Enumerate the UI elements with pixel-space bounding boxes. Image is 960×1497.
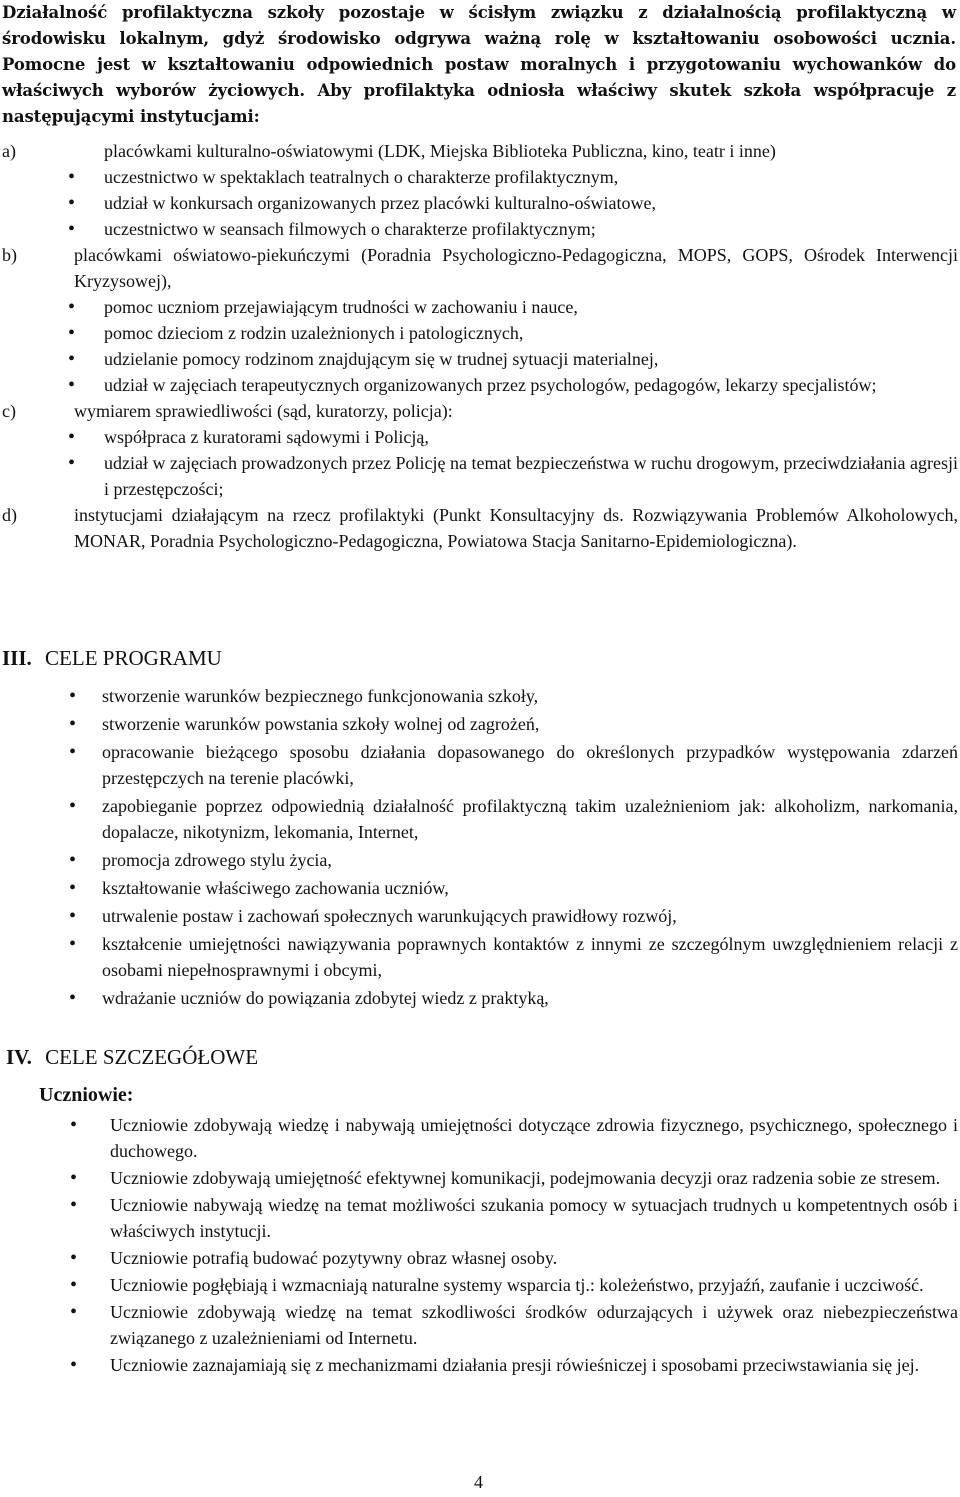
list-item: • Uczniowie pogłębiają i wzmacniają naturalne systemy wsparcia tj.: koleżeństwo, przyjaźń, zaufanie i uczciwość. (110, 1272, 958, 1298)
page-number: 4 (474, 1472, 483, 1492)
list-item: • kształtowanie właściwego zachowania uczniów, (102, 875, 958, 901)
list-item: • uczestnictwo w seansach filmowych o charakterze profilaktycznym; (104, 216, 958, 242)
list-item: • promocja zdrowego stylu życia, (102, 847, 958, 873)
list-item: • udział w zajęciach prowadzonych przez Policję na temat bezpieczeństwa w ruchu drogowym, przeciwdziałania agresji i przestępczości; (104, 450, 958, 502)
list-item: • pomoc uczniom przejawiającym trudności w zachowaniu i nauce, (104, 294, 958, 320)
section-heading-detailed-goals (6, 1043, 258, 1071)
goals-list (0, 683, 960, 1013)
institution-text: wymiarem sprawiedliwości (sąd, kuratorzy, policja): (74, 401, 453, 421)
list-item: • Uczniowie zdobywają wiedzę i nabywają umiejętności dotyczące zdrowia fizycznego, psychicznego, społecznego i duchowego. (110, 1112, 958, 1164)
list-item: • Uczniowie zdobywają wiedzę na temat szkodliwości środków odurzających i używek oraz niebezpieczeństwa związanego z uzależnieniami od Internetu. (110, 1299, 958, 1351)
institution-item (0, 138, 960, 164)
list-item: • kształcenie umiejętności nawiązywania poprawnych kontaktów z innymi ze szczególnym uwzględnieniem relacji z osobami niepełnosprawnymi i obcymi, (102, 931, 958, 983)
list-letter: a) (2, 141, 16, 161)
students-goals-list (0, 1112, 960, 1379)
institution-text: placówkami oświatowo-piekuńczymi (Poradnia Psychologiczno-Pedagogiczna, MOPS, GOPS, Ośrodek Interwencji Kryzysowej), (74, 245, 958, 291)
list-item: • Uczniowie zdobywają umiejętność efektywnej komunikacji, podejmowania decyzji oraz radzenia sobie ze stresem. (110, 1165, 958, 1191)
list-item: • stworzenie warunków powstania szkoły wolnej od zagrożeń, (102, 711, 958, 737)
list-letter: b) (2, 245, 17, 265)
list-item: • stworzenie warunków bezpiecznego funkcjonowania szkoły, (102, 683, 958, 709)
list-letter: c) (2, 401, 16, 421)
list-item: • Uczniowie potrafią budować pozytywny obraz własnej osoby. (110, 1245, 958, 1271)
section-title: CELE PROGRAMU (45, 646, 222, 670)
list-item: • pomoc dzieciom z rodzin uzależnionych i patologicznych, (104, 320, 958, 346)
institution-item (0, 502, 960, 554)
institution-text: placówkami kulturalno-oświatowymi (LDK, Miejska Biblioteka Publiczna, kino, teatr i inne) (104, 141, 776, 161)
list-item: • udział w zajęciach terapeutycznych organizowanych przez psychologów, pedagogów, lekarzy specjalistów; (104, 372, 958, 398)
students-subheading: Uczniowie: (39, 1084, 134, 1106)
list-item: • Uczniowie zaznajamiają się z mechanizmami działania presji rówieśniczej i sposobami przeciwstawiania się jej. (110, 1352, 958, 1378)
section-number: III. (2, 646, 32, 670)
section-number: IV. (6, 1045, 32, 1069)
list-item: • opracowanie bieżącego sposobu działania dopasowanego do określonych przypadków występowania zdarzeń przestępczych na terenie placówki, (102, 739, 958, 791)
list-item: • Uczniowie nabywają wiedzę na temat możliwości szukania pomocy w sytuacjach trudnych u kompetentnych osób i właściwych instytucji. (110, 1192, 958, 1244)
list-item: • wdrażanie uczniów do powiązania zdobytej wiedz z praktyką, (102, 985, 958, 1011)
list-item: • udział w konkursach organizowanych przez placówki kulturalno-oświatowe, (104, 190, 958, 216)
list-item: • współpraca z kuratorami sądowymi i Policją, (104, 424, 958, 450)
institution-text: instytucjami działającym na rzecz profilaktyki (Punkt Konsultacyjny ds. Rozwiązywania Problemów Alkoholowych, MONAR, Poradnia Psychologiczno-Pedagogiczna, Powiatowa Stacja Sanitarno-Epidemiologiczna). (74, 505, 958, 551)
list-item: • uczestnictwo w spektaklach teatralnych o charakterze profilaktycznym, (104, 164, 958, 190)
list-item: • udzielanie pomocy rodzinom znajdującym się w trudnej sytuacji materialnej, (104, 346, 958, 372)
list-item: • zapobieganie poprzez odpowiednią działalność profilaktyczną takim uzależnieniom jak: alkoholizm, narkomania, dopalacze, nikotynizm, lekomania, Internet, (102, 793, 958, 845)
section-heading-goals (2, 644, 222, 672)
institution-item (0, 398, 960, 424)
intro-paragraph: Działalność profilaktyczna szkoły pozostaje w ścisłym związku z działalnością profilaktyczną w środowisku lokalnym, gdyż środowisko odgrywa ważną rolę w kształtowaniu osobowości ucznia. Pomocne jest w kształtowaniu odpowiednich postaw moralnych i przygotowaniu wychowanków do właściwych wyborów życiowych. Aby profilaktyka odniosła właściwy skutek szkoła współpracuje z następującymi instytucjami: (2, 3, 956, 126)
list-letter: d) (2, 505, 17, 525)
section-title: CELE SZCZEGÓŁOWE (45, 1045, 259, 1069)
institution-item (0, 242, 960, 294)
list-item: • utrwalenie postaw i zachowań społecznych warunkujących prawidłowy rozwój, (102, 903, 958, 929)
institutions-list (0, 138, 960, 554)
